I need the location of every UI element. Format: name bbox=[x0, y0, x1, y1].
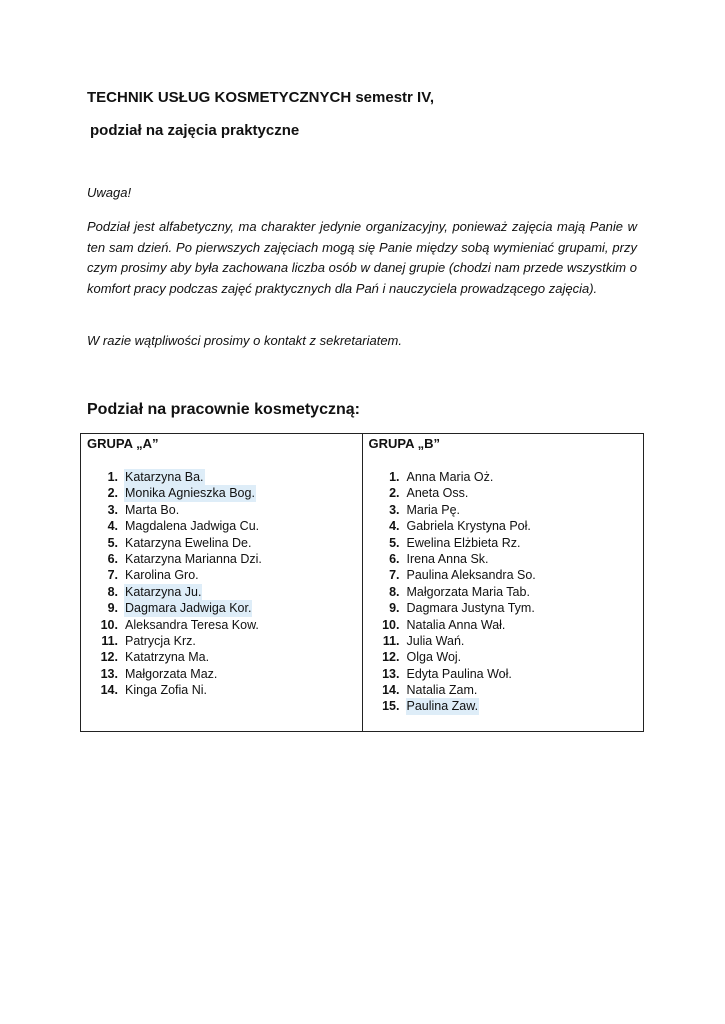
group-b-list bbox=[363, 469, 537, 715]
list-item bbox=[81, 617, 263, 633]
list-item-number: 11. bbox=[101, 633, 118, 648]
list-item bbox=[363, 633, 537, 649]
list-item bbox=[363, 617, 537, 633]
group-a-cell bbox=[81, 434, 362, 731]
student-name: Natalia Zam. bbox=[406, 683, 478, 698]
document-title: TECHNIK USŁUG KOSMETYCZNYCH semestr IV, bbox=[87, 89, 435, 106]
list-item-number: 5. bbox=[107, 535, 118, 550]
group-a-list bbox=[81, 469, 263, 698]
list-item-number: 6. bbox=[389, 551, 400, 566]
student-name: Katarzyna Ju. bbox=[125, 584, 202, 599]
list-item-number: 10. bbox=[100, 617, 118, 632]
list-item-number: 5. bbox=[389, 535, 400, 550]
list-item bbox=[81, 567, 263, 583]
note-heading: Uwaga! bbox=[87, 185, 132, 200]
list-item bbox=[81, 682, 263, 698]
list-item-number: 9. bbox=[107, 601, 118, 616]
student-name: Ewelina Elżbieta Rz. bbox=[406, 535, 521, 550]
list-item bbox=[81, 469, 263, 485]
list-item-number: 15. bbox=[382, 699, 400, 714]
list-item bbox=[363, 600, 537, 616]
list-item-number: 12. bbox=[382, 650, 400, 665]
student-name: Dagmara Justyna Tym. bbox=[406, 601, 535, 616]
group-b-heading: GRUPA „B” bbox=[368, 436, 440, 451]
student-name: Paulina Aleksandra So. bbox=[406, 568, 536, 583]
student-name: Marta Bo. bbox=[125, 502, 180, 517]
student-name: Katatrzyna Ma. bbox=[125, 650, 210, 665]
student-name: Aleksandra Teresa Kow. bbox=[125, 617, 259, 632]
student-name: Karolina Gro. bbox=[125, 568, 199, 583]
student-name: Julia Wań. bbox=[406, 633, 465, 648]
note-body: Podział jest alfabetyczny, ma charakter jedynie organizacyjny, ponieważ zajęcia mają Panie w ten sam dzień. Po pierwszych zajęciach mogą się Panie między sobą wymieniać grupami, przy czym prosimy aby była zachowana liczba osób w danej grupie (chodzi nam przede wszystkim o komfort pracy podczas zajęć praktycznych dla Pań i nauczyciela prowadzącego zajęcia). bbox=[87, 219, 637, 296]
student-name: Małgorzata Maria Tab. bbox=[406, 584, 530, 599]
list-item-number: 1. bbox=[389, 470, 400, 484]
list-item-number: 14. bbox=[100, 683, 118, 698]
list-item bbox=[363, 698, 537, 714]
student-name: Maria Pę. bbox=[406, 502, 460, 517]
list-item-number: 8. bbox=[107, 584, 118, 599]
list-item bbox=[81, 666, 263, 682]
list-item-number: 2. bbox=[389, 486, 400, 501]
student-name: Katarzyna Ba. bbox=[125, 470, 204, 484]
list-item-number: 4. bbox=[389, 519, 400, 534]
list-item bbox=[363, 502, 537, 518]
list-item-number: 7. bbox=[389, 568, 400, 583]
student-name: Edyta Paulina Woł. bbox=[406, 666, 512, 681]
group-b-cell bbox=[362, 434, 644, 731]
list-item bbox=[363, 469, 537, 485]
list-item bbox=[81, 485, 263, 501]
list-item-number: 3. bbox=[107, 502, 118, 517]
list-item bbox=[363, 485, 537, 501]
list-item-number: 10. bbox=[382, 617, 400, 632]
list-item bbox=[81, 518, 263, 534]
list-item-number: 4. bbox=[107, 519, 118, 534]
student-name: Monika Agnieszka Bog. bbox=[125, 486, 255, 501]
list-item bbox=[81, 584, 263, 600]
list-item-number: 3. bbox=[389, 502, 400, 517]
student-name: Anna Maria Oż. bbox=[406, 470, 494, 484]
note-contact: W razie wątpliwości prosimy o kontakt z sekretariatem. bbox=[87, 333, 402, 348]
student-name: Małgorzata Maz. bbox=[125, 666, 218, 681]
student-name: Olga Woj. bbox=[406, 650, 462, 665]
list-item bbox=[363, 666, 537, 682]
list-item-number: 11. bbox=[382, 633, 400, 648]
list-item bbox=[81, 600, 263, 616]
list-item bbox=[81, 633, 263, 649]
student-name: Paulina Zaw. bbox=[406, 699, 479, 714]
list-item-number: 14. bbox=[382, 683, 400, 698]
student-name: Katarzyna Marianna Dzi. bbox=[125, 551, 262, 566]
list-item-number: 9. bbox=[389, 601, 400, 616]
list-item bbox=[81, 502, 263, 518]
list-item bbox=[363, 649, 537, 665]
student-name: Aneta Oss. bbox=[406, 486, 469, 501]
list-item bbox=[363, 682, 537, 698]
student-name: Natalia Anna Wał. bbox=[406, 617, 506, 632]
list-item bbox=[363, 518, 537, 534]
student-name: Magdalena Jadwiga Cu. bbox=[125, 519, 260, 534]
list-item bbox=[363, 584, 537, 600]
list-item-number: 6. bbox=[107, 551, 118, 566]
list-item-number: 1. bbox=[107, 470, 118, 484]
list-item bbox=[81, 551, 263, 567]
list-item bbox=[363, 567, 537, 583]
student-name: Kinga Zofia Ni. bbox=[125, 683, 207, 698]
list-item bbox=[81, 649, 263, 665]
document-subtitle: podział na zajęcia praktyczne bbox=[90, 122, 300, 139]
student-name: Gabriela Krystyna Poł. bbox=[406, 519, 531, 534]
student-name: Dagmara Jadwiga Kor. bbox=[125, 601, 252, 616]
list-item-number: 13. bbox=[382, 666, 400, 681]
list-item-number: 13. bbox=[100, 666, 118, 681]
student-name: Patrycja Krz. bbox=[125, 633, 196, 648]
list-item-number: 8. bbox=[389, 584, 400, 599]
group-a-heading: GRUPA „A” bbox=[87, 436, 159, 451]
student-name: Irena Anna Sk. bbox=[406, 551, 489, 566]
groups-table bbox=[80, 433, 644, 732]
list-item bbox=[81, 535, 263, 551]
section-title: Podział na pracownie kosmetyczną: bbox=[87, 401, 360, 418]
list-item bbox=[363, 551, 537, 567]
student-name: Katarzyna Ewelina De. bbox=[125, 535, 252, 550]
list-item bbox=[363, 535, 537, 551]
list-item-number: 2. bbox=[107, 486, 118, 501]
list-item-number: 7. bbox=[107, 568, 118, 583]
list-item-number: 12. bbox=[100, 650, 118, 665]
